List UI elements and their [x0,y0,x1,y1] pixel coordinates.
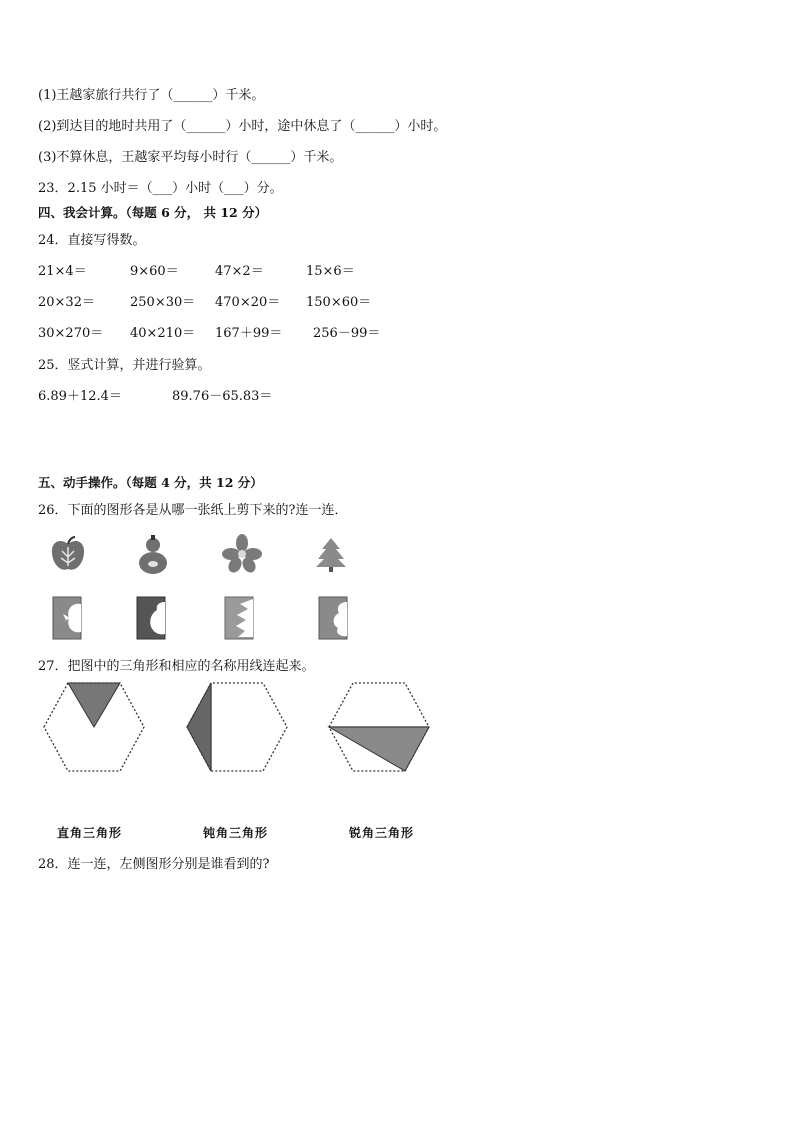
q23-text: 23．2.15 小时＝（___）小时（___）分。 [38,181,283,196]
paper-cut-flower [224,596,254,640]
calc-item: 21×4＝ [38,264,87,279]
calc-item: 250×30＝ [130,295,196,310]
gourd-icon [135,534,171,576]
q22-part1: (1)王越家旅行共行了（______）千米。 [38,88,265,103]
section5-heading: 五、动手操作。（每题 4 分，共 12 分） [38,475,263,490]
q28-prompt: 28．连一连，左侧图形分别是谁看到的? [38,857,270,872]
calc-item: 256－99＝ [313,326,381,341]
q25-item: 89.76－65.83＝ [172,389,273,404]
calc-item: 167＋99＝ [215,326,283,341]
q24-prompt: 24．直接写得数。 [38,233,146,248]
calc-item: 20×32＝ [38,295,95,310]
section4-heading: 四、我会计算。（每题 6 分， 共 12 分） [38,205,268,220]
paper-cut-apple [52,596,82,640]
label-right-triangle: 直角三角形 [57,826,123,840]
calc-item: 15×6＝ [306,264,355,279]
label-acute-triangle: 锐角三角形 [349,826,415,840]
q22-part3: (3)不算休息，王越家平均每小时行（______）千米。 [38,150,343,165]
paper-cut-tree [318,596,348,640]
calc-item: 150×60＝ [306,295,372,310]
calc-item: 40×210＝ [130,326,196,341]
calc-item: 9×60＝ [130,264,179,279]
tree-icon [314,536,348,572]
q22-part2: (2)到达目的地时共用了（______）小时，途中休息了（______）小时。 [38,119,447,134]
flower-icon [222,534,262,574]
paper-cut-gourd [136,596,166,640]
label-obtuse-triangle: 钝角三角形 [203,826,269,840]
calc-item: 30×270＝ [38,326,104,341]
hexagon-figure-right-triangle [40,680,148,774]
calc-item: 47×2＝ [215,264,264,279]
q25-prompt: 25．竖式计算，并进行验算。 [38,358,211,373]
q25-item: 6.89＋12.4＝ [38,389,122,404]
calc-item: 470×20＝ [215,295,281,310]
hexagon-figure-obtuse-triangle [325,680,433,774]
hexagon-figure-acute-triangle [183,680,291,774]
q27-prompt: 27．把图中的三角形和相应的名称用线连起来。 [38,659,315,674]
apple-icon [48,535,88,575]
q26-prompt: 26．下面的图形各是从哪一张纸上剪下来的?连一连． [38,503,348,518]
